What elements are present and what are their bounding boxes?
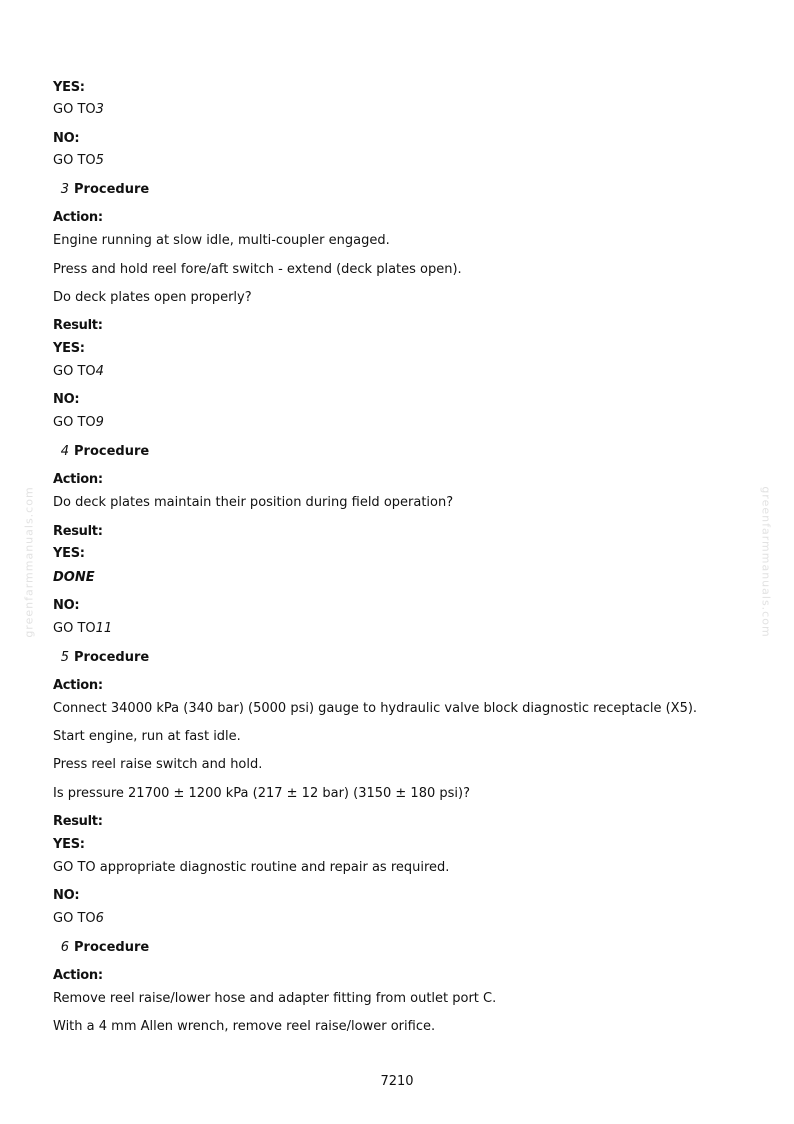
no-goto (53, 414, 104, 432)
action-label: Action: (53, 968, 103, 983)
watermark-right: greenfarmmanuals.com (759, 486, 773, 638)
no-label: NO: (53, 888, 80, 903)
procedure-number: 6 (60, 940, 69, 955)
goto-ref[interactable]: 3 (95, 102, 104, 117)
goto-ref[interactable]: 5 (95, 153, 104, 168)
goto-ref[interactable]: 11 (95, 621, 113, 636)
action-text: Press and hold reel fore/aft switch - extend (deck plates open). (53, 262, 462, 277)
procedure-number: 4 (60, 444, 69, 459)
action-label: Action: (53, 678, 103, 693)
action-text: Do deck plates maintain their position during field operation? (53, 495, 454, 510)
result-label: Result: (53, 814, 103, 829)
action-text: Start engine, run at fast idle. (53, 729, 241, 744)
goto-text: GO TO (53, 911, 96, 926)
procedure-heading (53, 939, 149, 957)
procedure-number: 3 (60, 182, 69, 197)
procedure-number: 5 (60, 650, 69, 665)
procedure-heading (53, 649, 149, 667)
no-label: NO: (53, 131, 80, 146)
goto-ref[interactable]: 9 (95, 415, 104, 430)
action-text: With a 4 mm Allen wrench, remove reel raise/lower orifice. (53, 1019, 436, 1034)
action-text: Is pressure 21700 ± 1200 kPa (217 ± 12 bar) (3150 ± 180 psi)? (53, 786, 470, 801)
yes-goto (53, 363, 104, 381)
action-label: Action: (53, 210, 103, 225)
no-label: NO: (53, 598, 80, 613)
action-text: Press reel raise switch and hold. (53, 757, 263, 772)
procedure-heading (53, 443, 149, 461)
goto-text: GO TO (53, 364, 96, 379)
goto-text: GO TO (53, 102, 96, 117)
no-goto (53, 910, 104, 928)
yes-label: YES: (53, 341, 85, 356)
yes-text: GO TO appropriate diagnostic routine and repair as required. (53, 860, 450, 875)
procedure-title: Procedure (74, 182, 150, 197)
procedure-title: Procedure (74, 940, 150, 955)
no-label: NO: (53, 392, 80, 407)
yes-label: YES: (53, 837, 85, 852)
procedure-heading (53, 181, 149, 199)
action-text: Do deck plates open properly? (53, 290, 252, 305)
procedure-title: Procedure (74, 650, 150, 665)
yes-label: YES: (53, 80, 85, 95)
action-label: Action: (53, 472, 103, 487)
goto-ref[interactable]: 6 (95, 911, 104, 926)
done-text: DONE (53, 570, 95, 585)
action-text: Engine running at slow idle, multi-coupler engaged. (53, 233, 390, 248)
goto-text: GO TO (53, 153, 96, 168)
action-text: Connect 34000 kPa (340 bar) (5000 psi) gauge to hydraulic valve block diagnostic receptacle (X5). (53, 701, 698, 716)
watermark-left: greenfarmmanuals.com (22, 486, 36, 638)
goto-text: GO TO (53, 621, 96, 636)
yes-goto (53, 101, 104, 119)
no-goto (53, 152, 104, 170)
goto-ref[interactable]: 4 (95, 364, 104, 379)
page-number: 7210 (380, 1074, 414, 1089)
yes-label: YES: (53, 546, 85, 561)
procedure-title: Procedure (74, 444, 150, 459)
no-goto (53, 620, 112, 638)
result-label: Result: (53, 524, 103, 539)
result-label: Result: (53, 318, 103, 333)
action-text: Remove reel raise/lower hose and adapter fitting from outlet port C. (53, 991, 497, 1006)
goto-text: GO TO (53, 415, 96, 430)
